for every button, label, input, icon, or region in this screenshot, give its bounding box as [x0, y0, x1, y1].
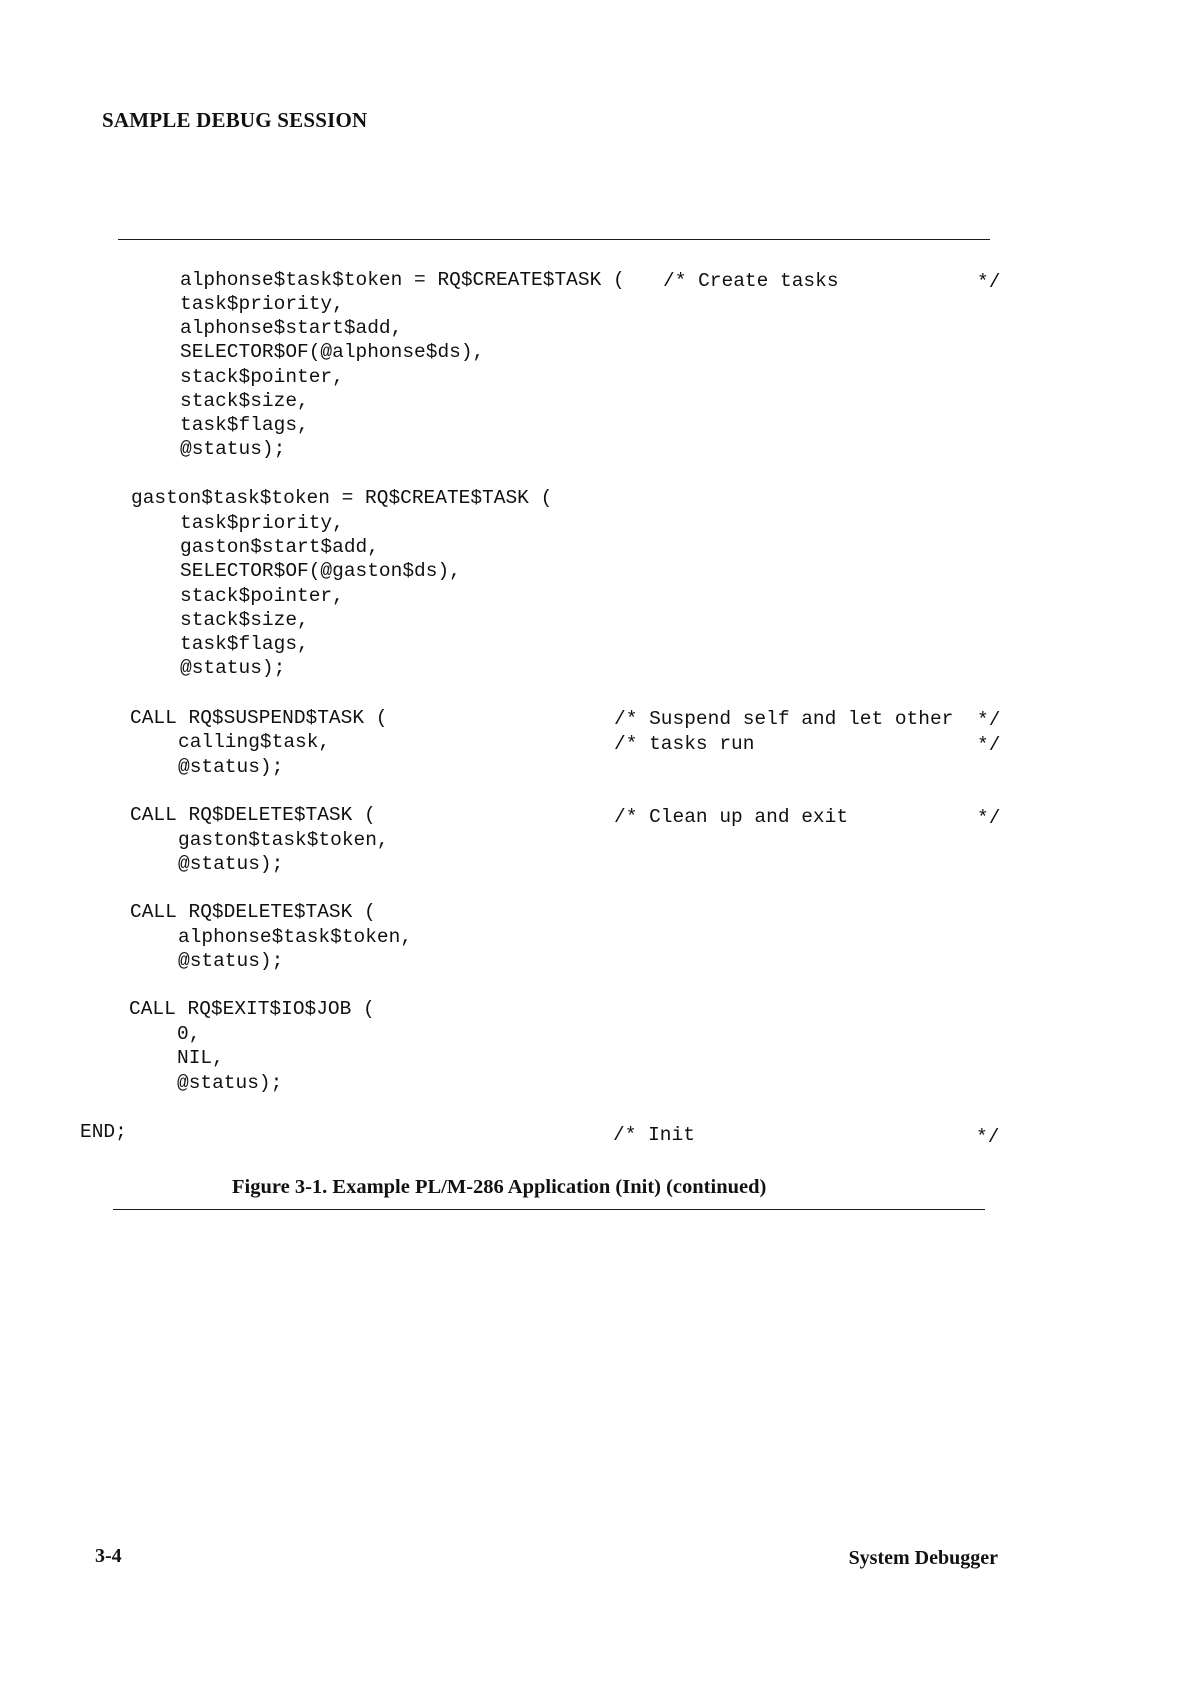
comment-end: */: [977, 271, 1001, 293]
code-line: task$flags,: [180, 414, 309, 436]
code-line: CALL RQ$SUSPEND$TASK (: [130, 707, 388, 729]
code-comment: /* Clean up and exit: [614, 806, 849, 828]
code-line: CALL RQ$DELETE$TASK (: [130, 901, 376, 923]
code-line: gaston$task$token,: [178, 829, 389, 851]
code-line: task$priority,: [180, 293, 344, 315]
code-line: @status);: [180, 657, 286, 679]
code-line: task$flags,: [180, 633, 309, 655]
running-header: SAMPLE DEBUG SESSION: [102, 108, 368, 132]
code-line: @status);: [178, 950, 284, 972]
code-line: @status);: [177, 1072, 283, 1094]
figure-bottom-rule: [113, 1209, 985, 1210]
code-line: stack$pointer,: [180, 585, 344, 607]
code-line: stack$size,: [180, 609, 309, 631]
code-line: @status);: [178, 853, 284, 875]
code-comment: /* Init: [613, 1124, 695, 1146]
code-line: @status);: [180, 438, 286, 460]
code-line: SELECTOR$OF(@gaston$ds),: [180, 560, 461, 582]
code-line: alphonse$task$token = RQ$CREATE$TASK (: [180, 269, 625, 291]
code-comment: /* tasks run: [614, 733, 755, 755]
comment-end: */: [976, 1126, 1000, 1148]
code-line: SELECTOR$OF(@alphonse$ds),: [180, 341, 485, 363]
code-line: stack$pointer,: [180, 366, 344, 388]
figure-top-rule: [118, 239, 990, 240]
code-comment: /* Create tasks: [663, 270, 839, 292]
code-line: calling$task,: [178, 731, 331, 753]
code-line: CALL RQ$EXIT$IO$JOB (: [129, 998, 375, 1020]
code-line: stack$size,: [180, 390, 309, 412]
code-line: 0,: [177, 1023, 201, 1045]
code-line: NIL,: [177, 1047, 224, 1069]
code-line: gaston$task$token = RQ$CREATE$TASK (: [131, 487, 553, 509]
code-line: gaston$start$add,: [180, 536, 379, 558]
book-title: System Debugger: [848, 1547, 998, 1569]
page-number: 3-4: [95, 1545, 122, 1567]
code-line: CALL RQ$DELETE$TASK (: [130, 804, 376, 826]
code-line: @status);: [178, 756, 284, 778]
code-line: END;: [80, 1121, 127, 1143]
figure-caption: Figure 3-1. Example PL/M-286 Application (Init) (continued): [232, 1176, 767, 1198]
code-line: task$priority,: [180, 512, 344, 534]
code-comment: /* Suspend self and let other: [614, 708, 954, 730]
code-line: alphonse$start$add,: [180, 317, 403, 339]
code-line: alphonse$task$token,: [178, 926, 413, 948]
comment-end: */: [977, 807, 1001, 829]
comment-end: */: [977, 734, 1001, 756]
comment-end: */: [977, 709, 1001, 731]
